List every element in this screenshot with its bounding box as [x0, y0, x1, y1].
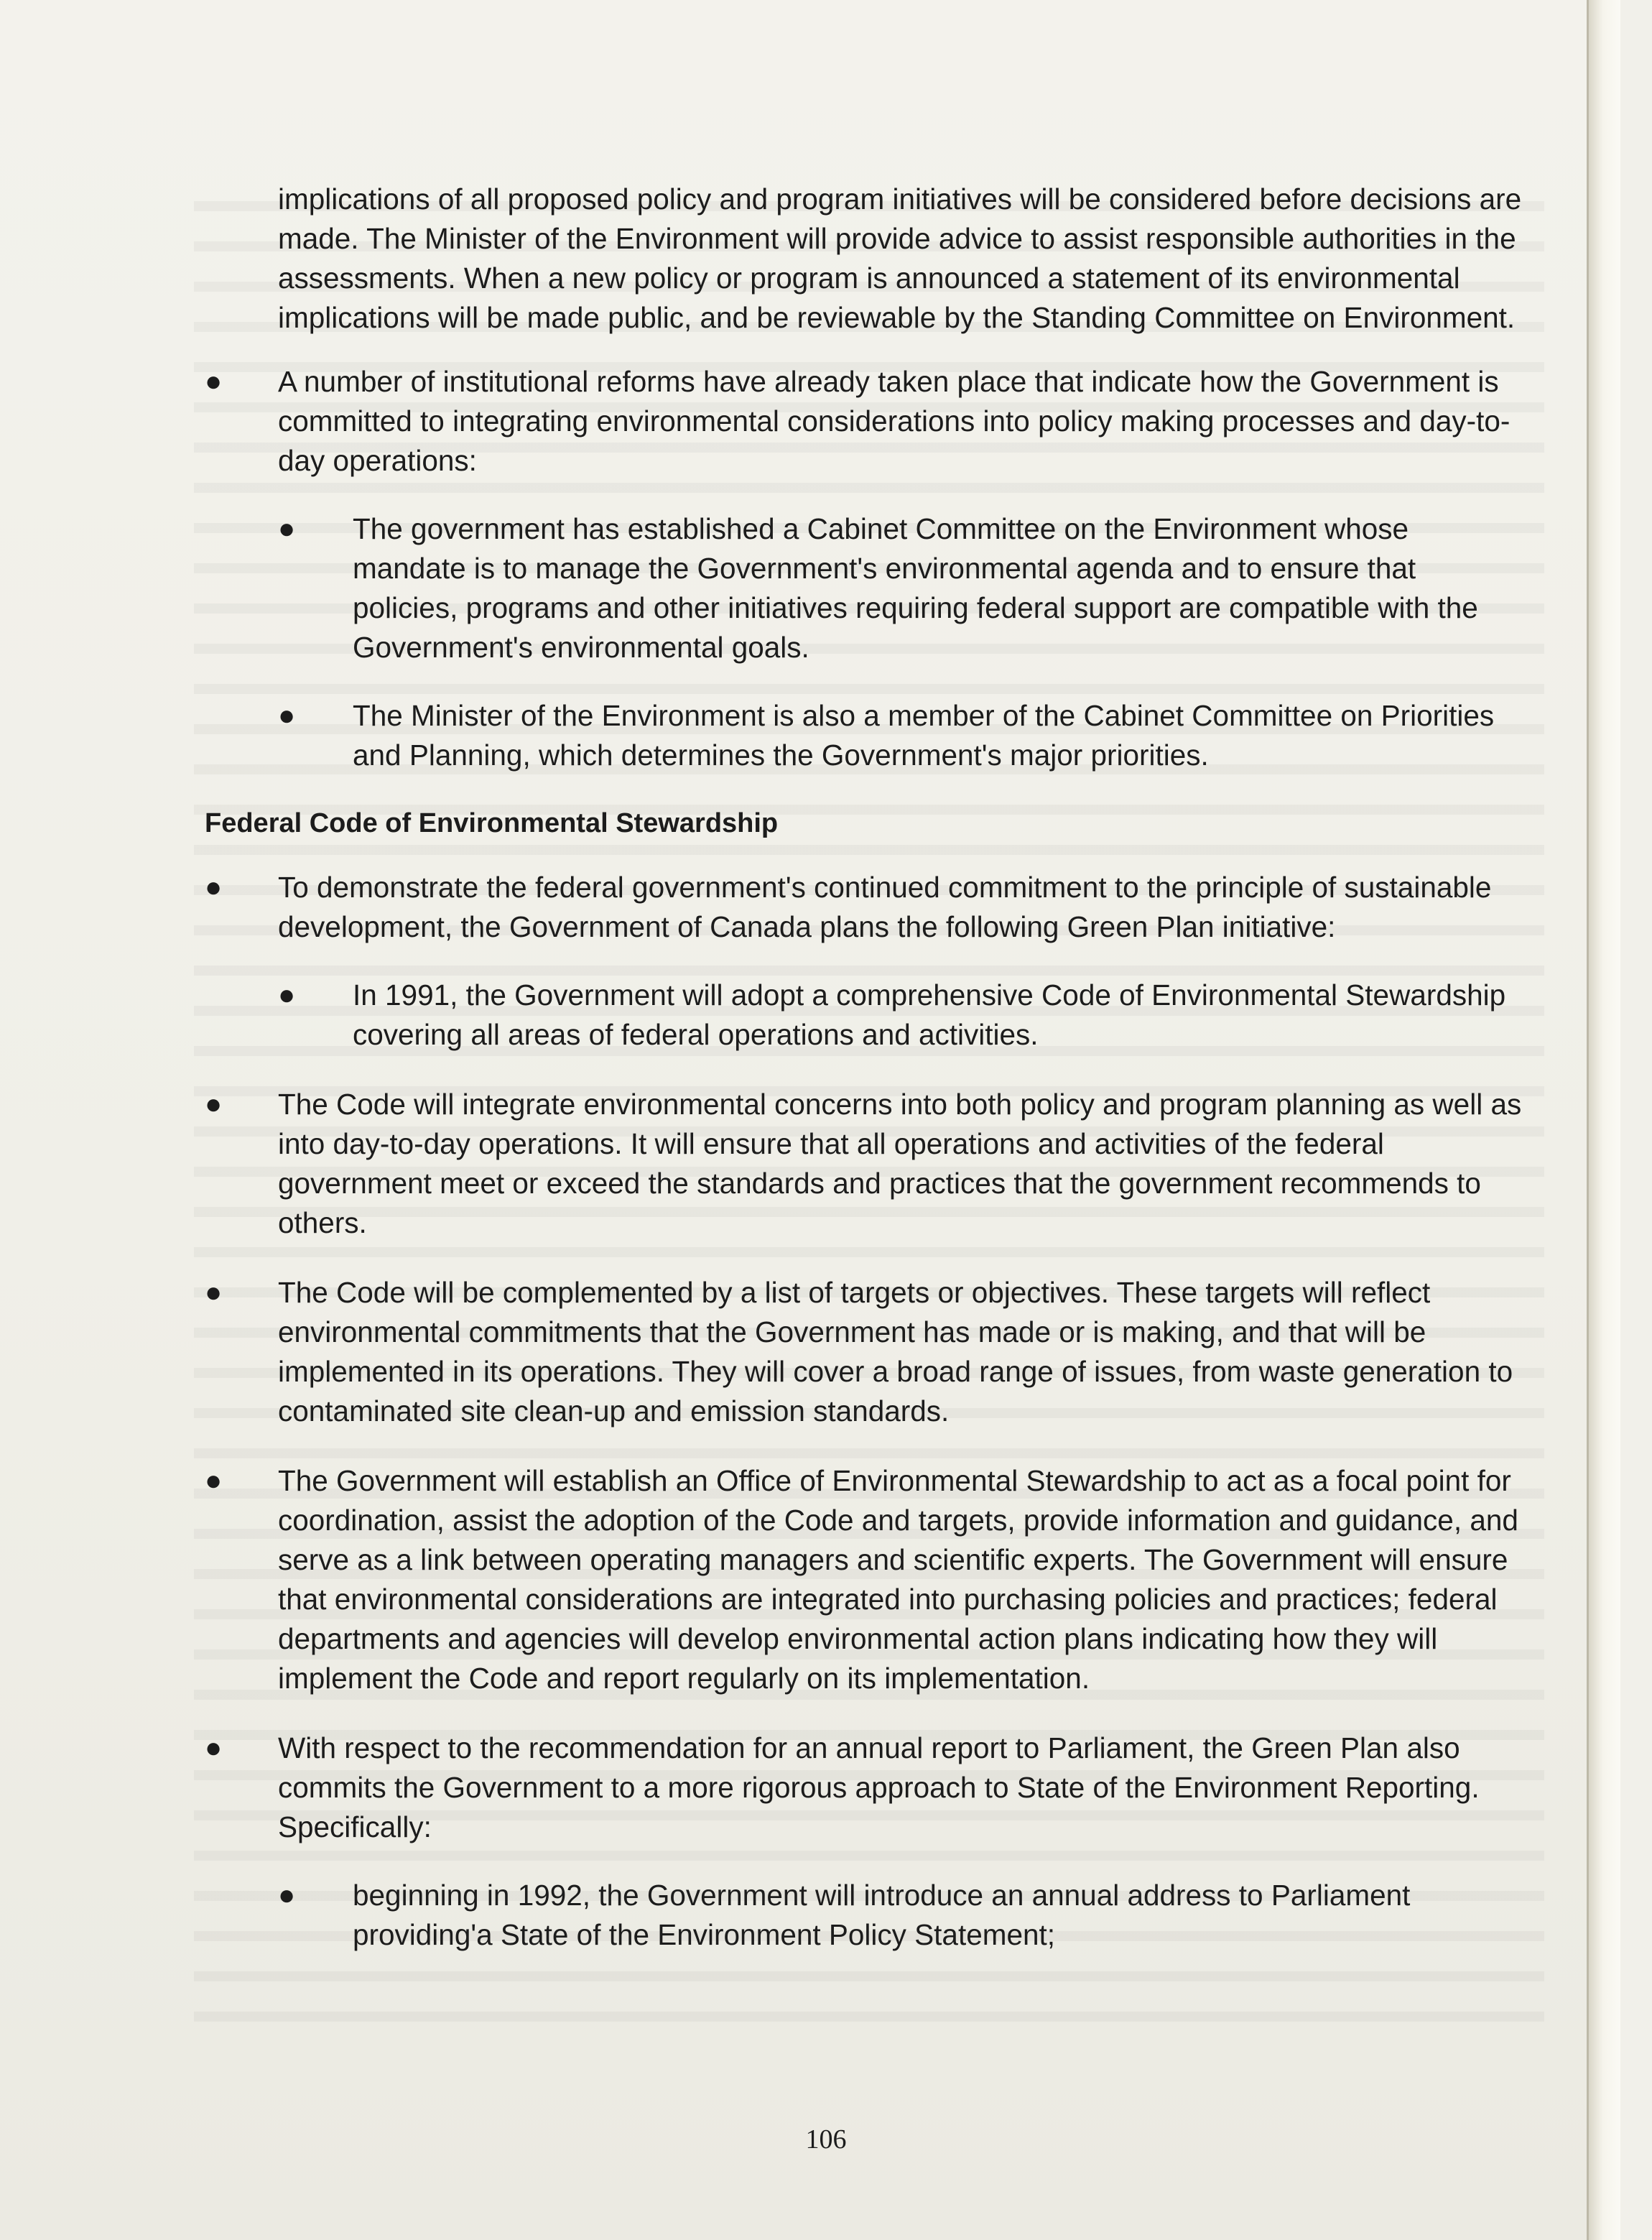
page-content [205, 180, 1523, 1955]
sub-bullet-item-beginning-1992 [205, 1876, 1523, 1955]
bullet-item-demonstrate [205, 868, 1523, 947]
bullet-item-code-targets [205, 1273, 1523, 1431]
section-heading: Federal Code of Environmental Stewardship [205, 808, 779, 838]
bullet-icon: ● [278, 1879, 296, 1911]
bullet-item-annual-report [205, 1728, 1523, 1847]
bullet-icon: ● [205, 1277, 223, 1308]
sub-bullet-item-cabinet-committee [205, 509, 1523, 667]
sub-bullet-item-minister-priorities [205, 696, 1523, 775]
page-edge [1587, 0, 1620, 2240]
page-number: 106 [805, 2124, 847, 2155]
sub-bullet-item-code-1991 [205, 976, 1523, 1055]
sub-bullet-text: The government has established a Cabinet Committee on the Environment whose mandate is to manage the Government's environmental agenda and to ensure that policies, programs and other initiatives requiring federal support are compatible with the Government's environmental goals. [353, 512, 1478, 664]
sub-bullet-text: beginning in 1992, the Government will introduce an annual address to Parliament providing'a State of the Environment Policy Statement; [353, 1879, 1411, 1951]
bullet-icon: ● [278, 513, 296, 545]
bullet-text: A number of institutional reforms have already taken place that indicate how the Government is committed to integrating environmental considerations into policy making processes and day-to-day operations: [278, 365, 1511, 477]
bullet-icon: ● [278, 979, 296, 1011]
bullet-item-reforms [205, 362, 1523, 481]
bullet-icon: ● [205, 1088, 223, 1120]
bullet-text: With respect to the recommendation for an annual report to Parliament, the Green Plan also commits the Government to a more rigorous approach to State of the Environment Reporting. Specifically: [278, 1731, 1480, 1843]
bullet-icon: ● [205, 366, 223, 397]
bullet-text: The Code will be complemented by a list of targets or objectives. These targets will reflect environmental commitments that the Government has made or is making, and that will be implemented in its operations. They will cover a broad range of issues, from waste generation to contaminated site clean-up and emission standards. [278, 1276, 1513, 1427]
bullet-text: To demonstrate the federal government's continued commitment to the principle of sustainable development, the Government of Canada plans the following Green Plan initiative: [278, 871, 1492, 943]
bullet-item-code-integrate [205, 1085, 1523, 1243]
bullet-icon: ● [278, 700, 296, 731]
sub-bullet-text: In 1991, the Government will adopt a comprehensive Code of Environmental Stewardship covering all areas of federal operations and activities. [353, 978, 1506, 1051]
bullet-icon: ● [205, 871, 223, 903]
bullet-text: The Code will integrate environmental concerns into both policy and program planning as well as into day-to-day operations. It will ensure that all operations and activities of the federal government meet or exceed the standards and practices that the government recommends to others. [278, 1088, 1522, 1239]
bullet-icon: ● [205, 1732, 223, 1764]
sub-bullet-text: The Minister of the Environment is also a member of the Cabinet Committee on Priorities and Planning, which determines the Government's major priorities. [353, 699, 1495, 772]
bullet-item-office [205, 1461, 1523, 1698]
bullet-text: The Government will establish an Office of Environmental Stewardship to act as a focal point for coordination, assist the adoption of the Code and targets, provide information and guidance, and serve as a link between operating managers and scientific experts. The Government will ensure that environmental considerations are integrated into purchasing policies and practices; federal departments and agencies will develop environmental action plans indicating how they will implement the Code and report regularly on its implementation. [278, 1464, 1518, 1695]
bullet-icon: ● [205, 1465, 223, 1496]
intro-paragraph: implications of all proposed policy and program initiatives will be considered before decisions are made. The Minister of the Environment will provide advice to assist responsible authorities in the assessments. When a new policy or program is announced a statement of its environmental implications will be made public, and be reviewable by the Standing Committee on Environment. [278, 182, 1522, 334]
